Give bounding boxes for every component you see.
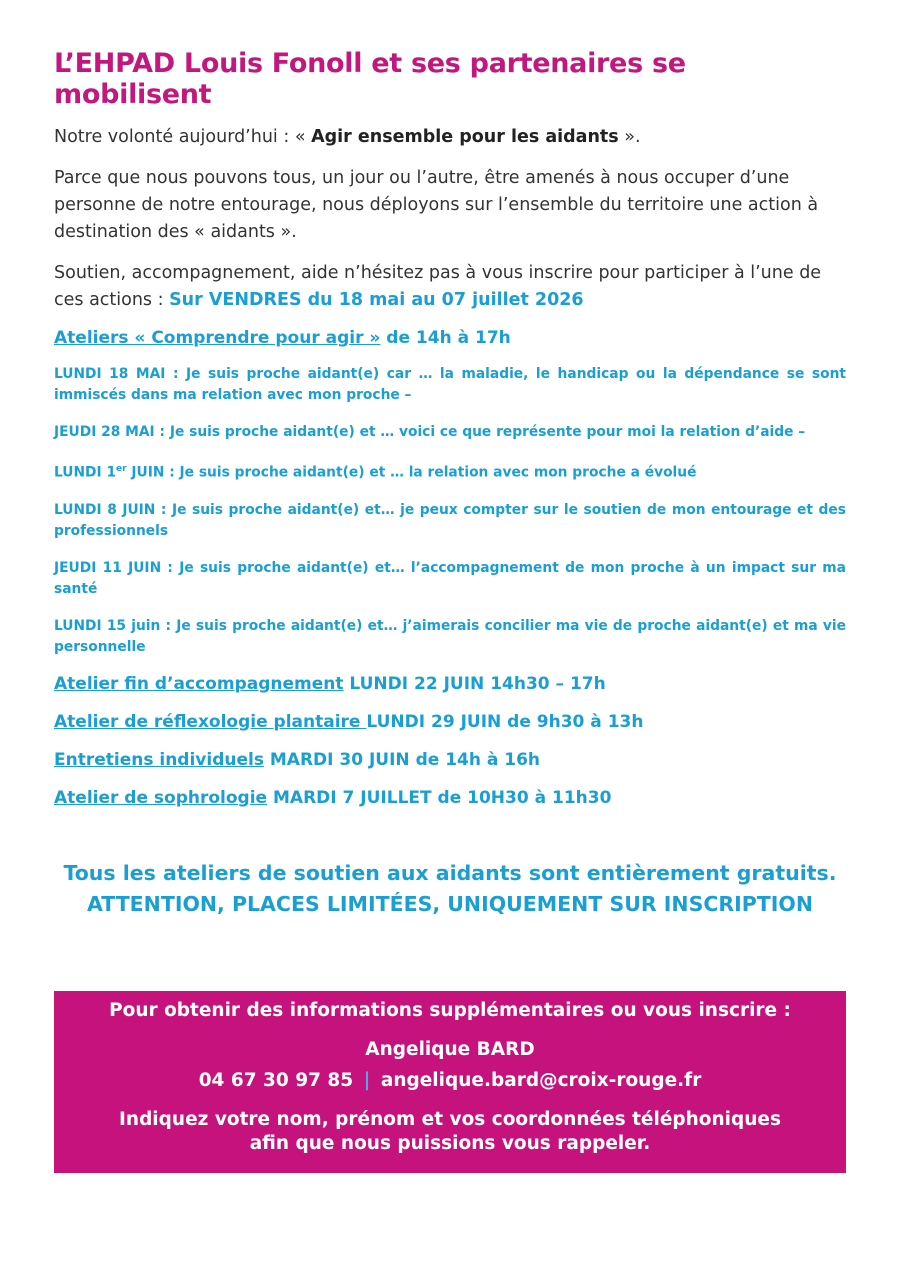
atelier-link[interactable]: Atelier de réflexologie plantaire <box>54 711 367 732</box>
free-notice <box>0 858 900 920</box>
atelier-link[interactable]: Atelier fin d’accompagnement <box>54 673 344 694</box>
workshop-series-heading <box>54 328 846 348</box>
session-text: JUIN : Je suis proche aidant(e) et … la relation avec mon proche a évolué <box>126 464 697 481</box>
workshop-series-link[interactable]: Ateliers « Comprendre pour agir » <box>54 328 381 348</box>
atelier-item <box>54 712 846 732</box>
contact-phone[interactable]: 04 67 30 97 85 <box>198 1070 354 1091</box>
free-notice-line: Tous les ateliers de soutien aux aidants sont entièrement gratuits. <box>63 861 837 885</box>
atelier-when: MARDI 30 JUIN de 14h à 16h <box>263 749 541 770</box>
contact-name: Angelique BARD <box>365 1039 535 1060</box>
session-item <box>54 459 846 484</box>
atelier-item <box>54 750 846 770</box>
intro-paragraph <box>54 124 846 151</box>
session-date-sup: er <box>116 464 127 474</box>
atelier-item <box>54 788 846 808</box>
intro-prefix: Notre volonté aujourd’hui : « <box>54 127 312 147</box>
contact-instructions-line: Indiquez votre nom, prénom et vos coordonnées téléphoniques <box>119 1109 781 1130</box>
session-item: LUNDI 8 JUIN : Je suis proche aidant(e) et… je peux compter sur le soutien de mon entourage et des professionnels <box>54 501 846 539</box>
contact-separator: | <box>363 1070 371 1091</box>
contact-box <box>54 991 846 1173</box>
session-item: LUNDI 18 MAI : Je suis proche aidant(e) car … la maladie, le handicap ou la dépendance se sont immiscés dans ma relation avec mon proche – <box>54 366 846 403</box>
document-body <box>54 48 846 826</box>
page-title: L’EHPAD Louis Fonoll et ses partenaires se mobilisent <box>54 48 686 110</box>
atelier-when: LUNDI 22 JUIN 14h30 – 17h <box>343 673 606 694</box>
contact-details <box>54 1069 846 1093</box>
atelier-when: LUNDI 29 JUIN de 9h30 à 13h <box>366 711 644 732</box>
contact-instructions <box>54 1108 846 1156</box>
contact-email[interactable]: angelique.bard@croix-rouge.fr <box>380 1070 702 1091</box>
contact-instructions-line: afin que nous puissions vous rappeler. <box>249 1133 651 1154</box>
session-date: LUNDI 1 <box>54 464 117 481</box>
session-item: JEUDI 11 JUIN : Je suis proche aidant(e) et… l’accompagnement de mon proche à un impact sur ma santé <box>54 559 846 597</box>
atelier-item <box>54 674 846 694</box>
session-item: JEUDI 28 MAI : Je suis proche aidant(e) et … voici ce que représente pour moi la relation d’aide – <box>54 424 806 440</box>
workshop-series-time: de 14h à 17h <box>380 328 511 348</box>
context-paragraph: Parce que nous pouvons tous, un jour ou l’autre, être amenés à nous occuper d’une personne de notre entourage, nous déployons sur l’ensemble du territoire une action à destination des « aidants ». <box>54 168 819 242</box>
intro-slogan: Agir ensemble pour les aidants <box>311 127 619 147</box>
session-item: LUNDI 15 juin : Je suis proche aidant(e) et… j’aimerais concilier ma vie de proche aidant(e) et ma vie personnelle <box>54 617 846 655</box>
invitation-paragraph <box>54 260 846 314</box>
atelier-when: MARDI 7 JUILLET de 10H30 à 11h30 <box>267 787 612 808</box>
contact-heading: Pour obtenir des informations supplémentaires ou vous inscrire : <box>109 1000 791 1021</box>
limited-places-notice: ATTENTION, PLACES LIMITÉES, UNIQUEMENT SUR INSCRIPTION <box>86 892 814 916</box>
intro-suffix: ». <box>618 127 641 147</box>
dates-highlight: Sur VENDRES du 18 mai au 07 juillet 2026 <box>169 290 584 310</box>
atelier-link[interactable]: Atelier de sophrologie <box>54 787 268 808</box>
invitation-text: Soutien, accompagnement, aide n’hésitez pas à vous inscrire pour participer à l’une de ces actions : <box>54 263 822 310</box>
atelier-link[interactable]: Entretiens individuels <box>54 749 264 770</box>
